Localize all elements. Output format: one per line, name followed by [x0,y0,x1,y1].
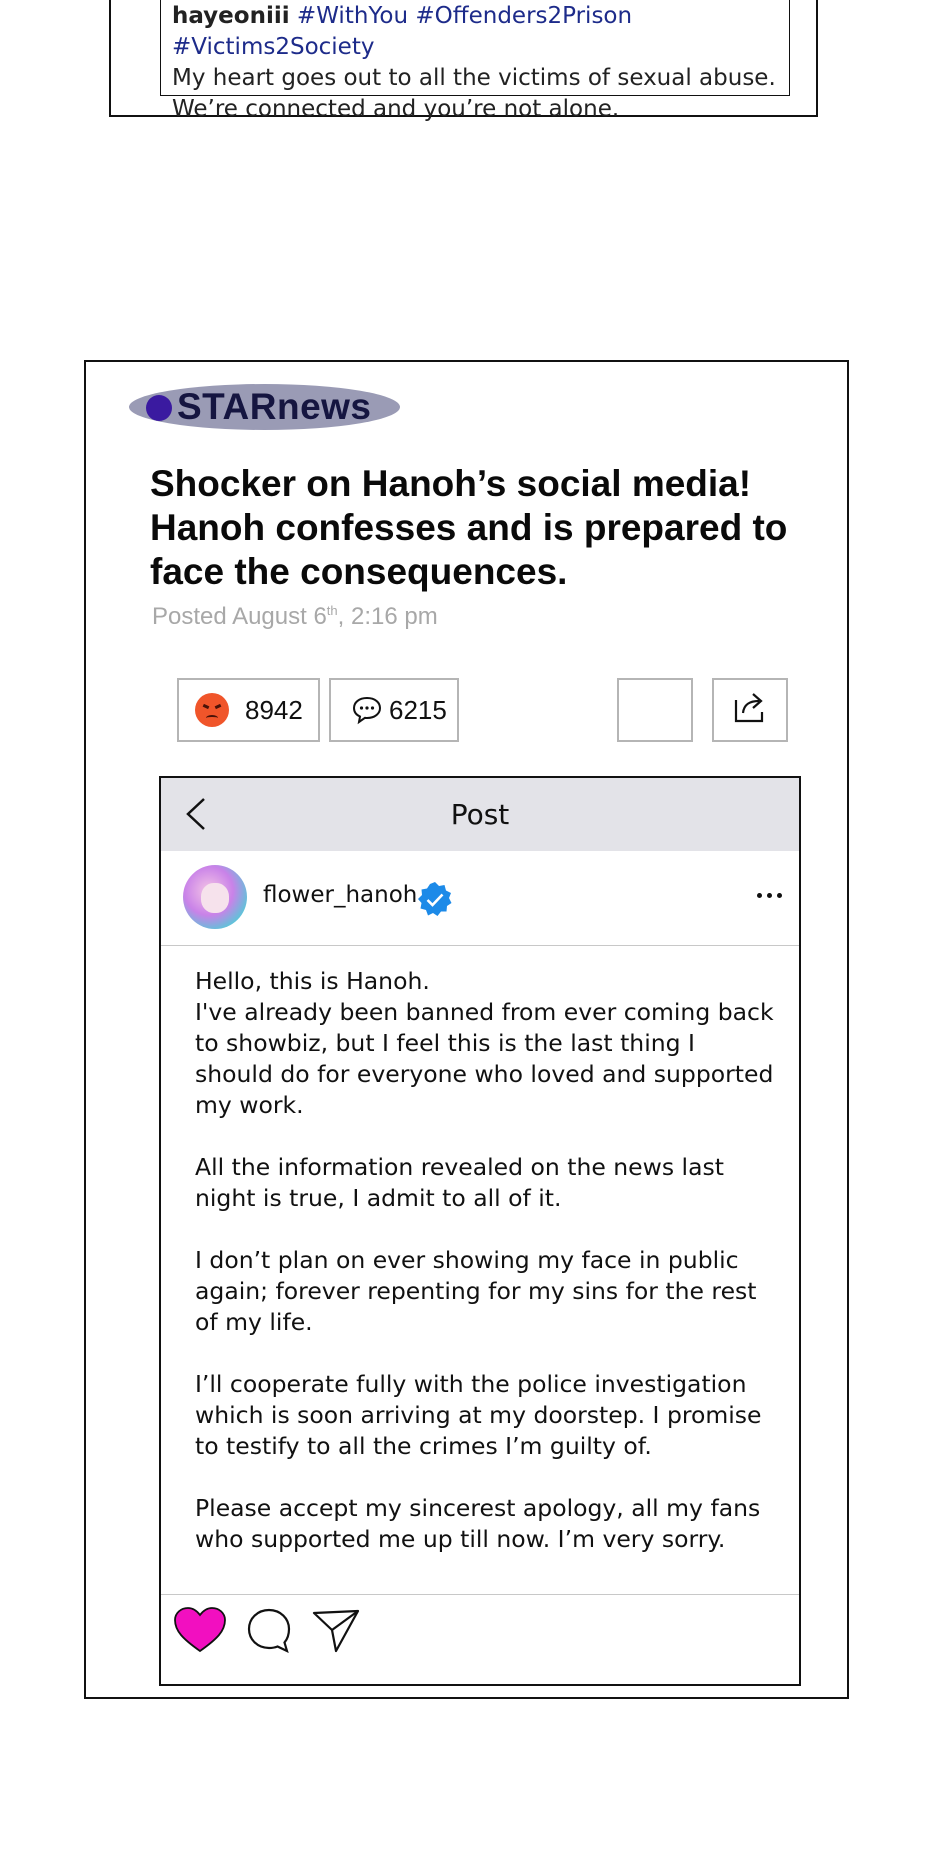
comments-button[interactable] [329,678,459,742]
share-button[interactable] [712,678,788,742]
post-paragraph: Please accept my sincerest apology, all my fans who supported me up till now. I’m very sorry. [195,1494,761,1553]
posted-date [152,603,438,631]
angry-reaction-button[interactable] [177,678,320,742]
post-title: Post [450,798,510,831]
post-paragraph: All the information revealed on the news last night is true, I admit to all of it. [195,1153,724,1212]
post-paragraph: I don’t plan on ever showing my face in public again; forever repenting for my sins for the rest of my life. [195,1246,757,1336]
profile-row [161,851,799,946]
comment-panel [109,0,818,122]
speech-bubble-icon [351,695,383,725]
comment-icon[interactable] [245,1607,293,1658]
comment-box [160,0,790,122]
posted-sup: th [326,603,338,618]
send-icon[interactable] [311,1607,361,1658]
angry-count: 8942 [245,694,303,725]
posted-time: , 2:16 pm [337,603,438,630]
comment-username[interactable]: hayeoniii [172,3,290,29]
verified-icon [416,881,454,924]
share-icon [732,690,768,731]
footer-divider [161,1594,799,1595]
more-icon[interactable] [757,893,782,898]
username[interactable]: flower_hanoh [263,882,418,908]
post-body [195,966,775,1586]
post-header [161,778,799,851]
post-paragraph: I’ll cooperate fully with the police investigation which is soon arriving at my doorstep. I promise to testify to all the crimes I’m guilty of. [195,1370,762,1460]
starnews-logo [129,384,400,430]
angry-emoji-icon [195,693,229,727]
logo-dot-icon [146,395,172,421]
comment-text: My heart goes out to all the victims of sexual abuse. We’re connected and you’re not alone. [172,65,776,122]
post-paragraph: Hello, this is Hanoh. I've already been banned from ever coming back to showbiz, but I feel this is the last thing I should do for everyone who loved and supported my work. [195,967,774,1119]
heart-icon[interactable] [173,1606,227,1659]
avatar[interactable] [183,865,247,929]
brand-name: STARnews [177,386,372,427]
comment-hashtags[interactable]: #WithYou #Offenders2Prison #Victims2Society [172,3,633,60]
posted-label: Posted August 6 [152,603,327,630]
news-article [84,360,849,1699]
headline: Shocker on Hanoh’s social media! Hanoh confesses and is prepared to face the consequences. [150,463,788,592]
social-post-card [159,776,801,1686]
comment-count: 6215 [389,694,447,725]
post-actions [173,1606,361,1659]
bookmark-button[interactable] [617,678,693,742]
